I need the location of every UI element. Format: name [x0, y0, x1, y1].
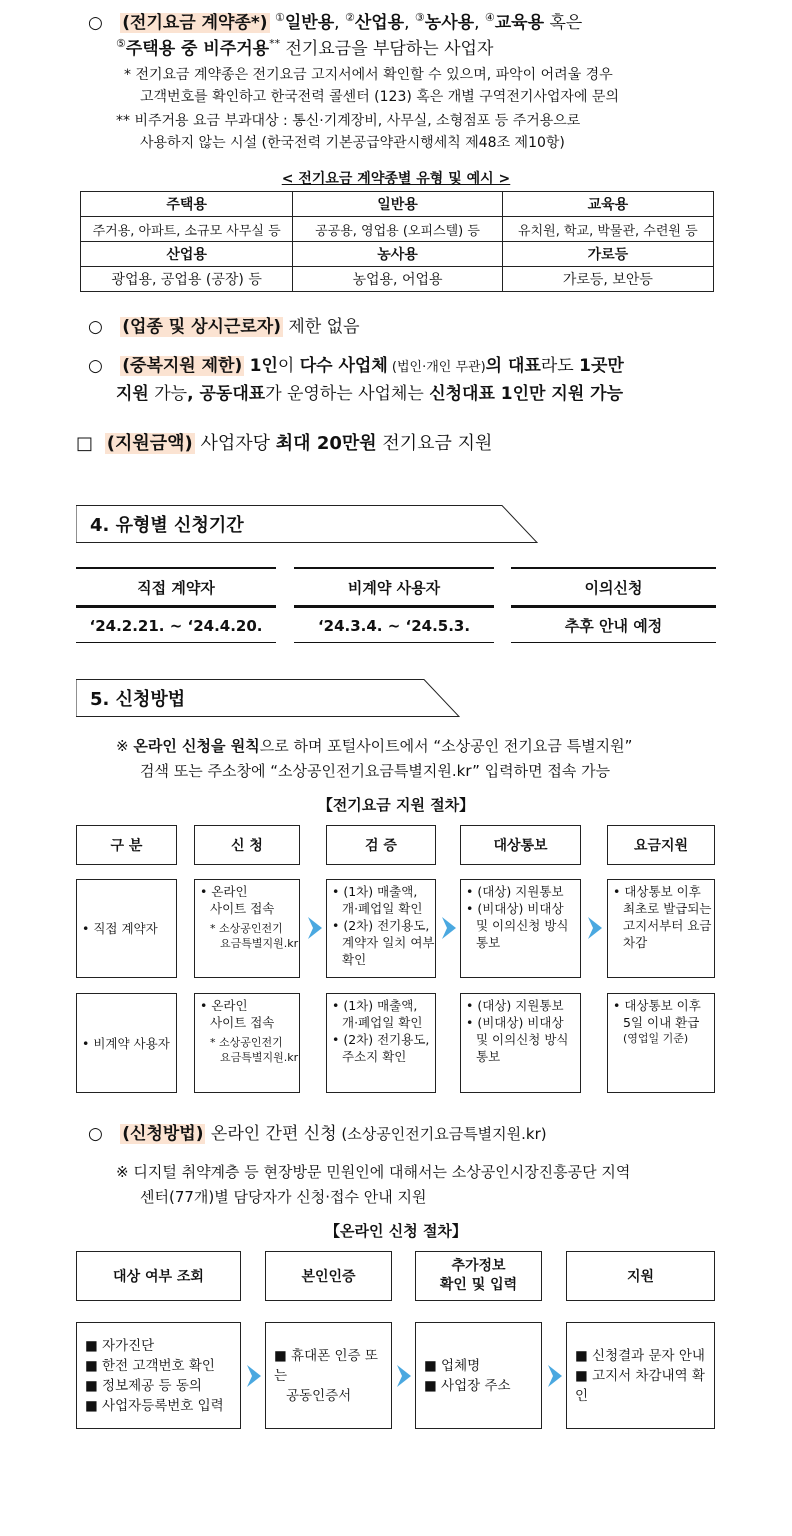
cell-line: 사이트 접속 — [210, 1015, 275, 1030]
step-item: ■ 정보제공 등 동의 — [85, 1377, 202, 1394]
cell-line: 최초로 발급되는 — [623, 901, 712, 916]
tag-industry: (업종 및 상시근로자) — [122, 317, 282, 337]
step-item: ■ 자가진단 — [85, 1337, 155, 1354]
step-content — [566, 1322, 715, 1429]
step-content — [76, 1322, 241, 1429]
table-cell: 광업용, 공업용 (공장) 등 — [81, 267, 293, 292]
cell-line: 사이트 접속 — [210, 901, 275, 916]
cell-line: 주소지 확인 — [342, 1049, 407, 1064]
cell-line: 및 이의신청 방식 — [476, 1032, 569, 1047]
proc-header: 대상통보 — [460, 825, 581, 865]
step-item: ■ 사업자등록번호 입력 — [85, 1397, 224, 1414]
row1-label: • 직접 계약자 — [76, 879, 177, 978]
bullet-marker: ○ — [88, 13, 103, 33]
note-contract-2b: 사용하지 않는 시설 (한국전력 기본공급약관시행세칙 제48조 제10항) — [140, 135, 565, 151]
section4-title: 4. 유형별 신청기간 — [90, 515, 244, 536]
period-label: 비계약 사용자 — [347, 579, 441, 597]
bullet-marker: ○ — [88, 317, 103, 337]
cell-line: 확인 — [342, 952, 367, 967]
cell-line: 개·폐업일 확인 — [342, 1015, 423, 1030]
tag-method: (신청방법) — [122, 1124, 204, 1144]
row1-notify — [460, 879, 581, 978]
bullet-marker: ○ — [88, 356, 103, 376]
cell-line: • (대상) 지원통보 — [466, 998, 564, 1013]
row2-notify — [460, 993, 581, 1093]
period-value: ‘24.3.4. ~ ‘24.5.3. — [317, 617, 471, 635]
cell-line: • (2차) 전기용도, — [332, 1032, 430, 1047]
bullet-method — [88, 1122, 547, 1146]
num-3: ③ — [414, 11, 425, 24]
step-content — [415, 1322, 542, 1429]
method-url: (소상공인전기요금특별지원.kr) — [336, 1125, 547, 1143]
table-cell: 공공용, 영업용 (오피스텔) 등 — [293, 217, 502, 242]
row2-support — [607, 993, 715, 1093]
online-principle: 온라인 신청을 원칙 — [133, 737, 260, 755]
dup-p7: 1곳만 — [579, 356, 624, 376]
cell-line: 고지서부터 요금 — [623, 918, 712, 933]
num-4: ④ — [484, 11, 495, 24]
num-5: ⑤ — [116, 37, 126, 50]
tag-contract: (전기요금 계약종*) — [122, 13, 268, 33]
industry-text: 제한 없음 — [288, 317, 360, 337]
period-value: 추후 안내 예정 — [564, 617, 663, 635]
table-cell: 가로등, 보안등 — [502, 267, 713, 292]
note-contract-1a: * 전기요금 계약종은 전기요금 고지서에서 확인할 수 있으며, 파악이 어려울 경우 — [124, 67, 613, 83]
table-row — [81, 242, 714, 267]
table-row — [81, 217, 714, 242]
section4-header — [76, 505, 538, 541]
online-note-b: 검색 또는 주소창에 “소상공인전기요금특별지원.kr” 입력하면 접속 가능 — [140, 762, 611, 780]
amount-t1: 사업자당 — [200, 433, 276, 454]
cell-line: • 온라인 — [200, 998, 248, 1013]
arrow-right-icon — [588, 917, 602, 939]
contract-table-title: < 전기요금 계약종별 유형 및 예시 > — [281, 171, 511, 187]
note-contract-1b: 고객번호를 확인하고 한국전력 콜센터 (123) 혹은 개별 구역전기사업자에 문의 — [140, 89, 619, 105]
method-note-b: 센터(77개)별 담당자가 신청·접수 안내 지원 — [140, 1188, 427, 1206]
amount-t3: 전기요금 지원 — [376, 433, 493, 454]
cell-line: (영업일 기준) — [623, 1032, 689, 1045]
ref-mark: ※ — [116, 737, 134, 755]
note-contract-2a: ** 비주거용 요금 부과대상 : 통신·기계장비, 사무실, 소형점포 등 주거용으로 — [116, 113, 581, 129]
cell-line: • 온라인 — [200, 884, 248, 899]
table-cell: 농업용, 어업용 — [293, 267, 502, 292]
procedure-title: 【전기요금 지원 절차】 — [317, 796, 475, 814]
cell-line: 차감 — [623, 935, 648, 950]
table-cell: 산업용 — [81, 242, 293, 267]
arrow-right-icon — [442, 917, 456, 939]
step-item: 공동인증서 — [286, 1387, 352, 1404]
tag-duplicate: (중복지원 제한) — [122, 356, 243, 376]
arrow-right-icon — [308, 917, 322, 939]
step-item: ■ 업체명 — [424, 1357, 481, 1374]
period-noncontract — [294, 567, 494, 643]
row1-support — [607, 879, 715, 978]
bullet-contract-types: ○ (전기요금 계약종*) ①일반용, ②산업용, ③농사용, ④교육용 혹은 — [88, 11, 583, 33]
arrow-right-icon — [548, 1365, 562, 1387]
arrow-right-icon — [397, 1365, 411, 1387]
period-value: ‘24.2.21. ~ ‘24.4.20. — [89, 617, 263, 635]
section5-title: 5. 신청방법 — [90, 689, 186, 710]
proc-header: 구 분 — [76, 825, 177, 865]
step-item: ■ 한전 고객번호 확인 — [85, 1357, 215, 1374]
cell-line: * 소상공인전기 — [210, 1036, 283, 1049]
bullet-contract-types-line2 — [116, 32, 493, 61]
step-content — [265, 1322, 392, 1429]
cell-line: • 대상통보 이후 — [613, 884, 701, 899]
amount-max: 최대 20만원 — [275, 433, 377, 454]
online-procedure-title: 【온라인 신청 절차】 — [325, 1222, 467, 1240]
cell-line: • 대상통보 이후 — [613, 998, 701, 1013]
step-header: 대상 여부 조회 — [76, 1251, 241, 1301]
cell-line: 통보 — [476, 1049, 501, 1064]
support-amount — [76, 432, 492, 456]
row2-label: • 비계약 사용자 — [76, 993, 177, 1093]
table-cell: 일반용 — [293, 192, 502, 217]
row1-verify — [326, 879, 436, 978]
type-agri: 농사용 — [424, 13, 475, 33]
step-header: 추가정보 확인 및 입력 — [415, 1251, 542, 1301]
cell-line: * 소상공인전기 — [210, 922, 283, 935]
dup-p8: 지원 — [116, 384, 149, 404]
type-industrial: 산업용 — [354, 13, 405, 33]
dup-p1: 1인 — [249, 356, 278, 376]
online-note-a-rest: 으로 하며 포털사이트에서 “소상공인 전기요금 특별지원” — [259, 737, 633, 755]
bullet-duplicate-line2 — [116, 382, 623, 406]
period-objection — [511, 567, 716, 643]
word-or: 혹은 — [549, 13, 583, 33]
period-label: 직접 계약자 — [137, 579, 215, 597]
cell-line: • (1차) 매출액, — [332, 884, 418, 899]
dup-p10: , 공동대표 — [187, 384, 266, 404]
step-item: ■ 고지서 차감내역 확인 — [575, 1367, 705, 1404]
row2-apply — [194, 993, 300, 1093]
arrow-right-icon — [247, 1365, 261, 1387]
table-cell: 교육용 — [502, 192, 713, 217]
num-1: ① — [274, 11, 285, 24]
bullet1-tail: 전기요금을 부담하는 사업자 — [285, 39, 494, 59]
step-item: ■ 사업장 주소 — [424, 1377, 511, 1394]
num-2: ② — [344, 11, 355, 24]
cell-line: 계약자 일치 여부 — [342, 935, 435, 950]
square-marker-icon: □ — [76, 433, 94, 454]
cell-line: 요금특별지원.kr — [220, 937, 299, 950]
type-residential-nonres: 주택용 중 비주거용 — [125, 39, 270, 59]
method-note-a: ※ 디지털 취약계층 등 현장방문 민원인에 대해서는 소상공인시장진흥공단 지역 — [116, 1163, 631, 1181]
row1-apply — [194, 879, 300, 978]
cell-line: • (2차) 전기용도, — [332, 918, 430, 933]
dup-p5: 의 대표 — [485, 356, 541, 376]
type-edu: 교육용 — [494, 13, 545, 33]
proc-header: 요금지원 — [607, 825, 715, 865]
cell-line: 요금특별지원.kr — [220, 1051, 299, 1064]
method-text: 온라인 간편 신청 — [210, 1124, 337, 1144]
table-cell: 주택용 — [81, 192, 293, 217]
cell-line: • (비대상) 비대상 — [466, 1015, 564, 1030]
cell-line: • (1차) 매출액, — [332, 998, 418, 1013]
type-general: 일반용 — [284, 13, 335, 33]
bullet-marker: ○ — [88, 1124, 103, 1144]
dup-p9: 가능 — [148, 384, 188, 404]
dup-p12: 신청대표 1인만 지원 가능 — [429, 384, 624, 404]
dup-p2: 이 — [277, 356, 300, 376]
mark-double-star: ** — [269, 37, 281, 50]
step-header: 본인인증 — [265, 1251, 392, 1301]
table-cell: 유치원, 학교, 박물관, 수련원 등 — [502, 217, 713, 242]
period-label: 이의신청 — [584, 579, 643, 597]
dup-p3: 다수 사업체 — [299, 356, 388, 376]
step-item: ■ 휴대폰 인증 또는 — [274, 1347, 378, 1384]
dup-p4: (법인·개인 무관) — [387, 360, 486, 375]
row2-verify — [326, 993, 436, 1093]
online-note-a — [116, 734, 632, 758]
step-header: 지원 — [566, 1251, 715, 1301]
cell-line: • (대상) 지원통보 — [466, 884, 564, 899]
dup-p6: 라도 — [540, 356, 580, 376]
dup-p11: 가 운영하는 사업체는 — [265, 384, 430, 404]
table-row — [81, 267, 714, 292]
table-cell: 농사용 — [293, 242, 502, 267]
contract-table — [80, 191, 714, 292]
table-cell: 가로등 — [502, 242, 713, 267]
cell-line: 및 이의신청 방식 — [476, 918, 569, 933]
bullet-industry — [88, 315, 360, 339]
proc-header: 검 증 — [326, 825, 436, 865]
table-row — [81, 192, 714, 217]
cell-line: • (비대상) 비대상 — [466, 901, 564, 916]
table-cell: 주거용, 아파트, 소규모 사무실 등 — [81, 217, 293, 242]
cell-line: 5일 이내 환급 — [623, 1015, 700, 1030]
cell-line: 통보 — [476, 935, 501, 950]
tag-amount: (지원금액) — [106, 433, 193, 454]
section5-header — [76, 679, 460, 715]
cell-line: 개·폐업일 확인 — [342, 901, 423, 916]
step-item: ■ 신청결과 문자 안내 — [575, 1347, 705, 1364]
bullet-duplicate — [88, 354, 624, 380]
proc-header: 신 청 — [194, 825, 300, 865]
period-direct — [76, 567, 276, 643]
